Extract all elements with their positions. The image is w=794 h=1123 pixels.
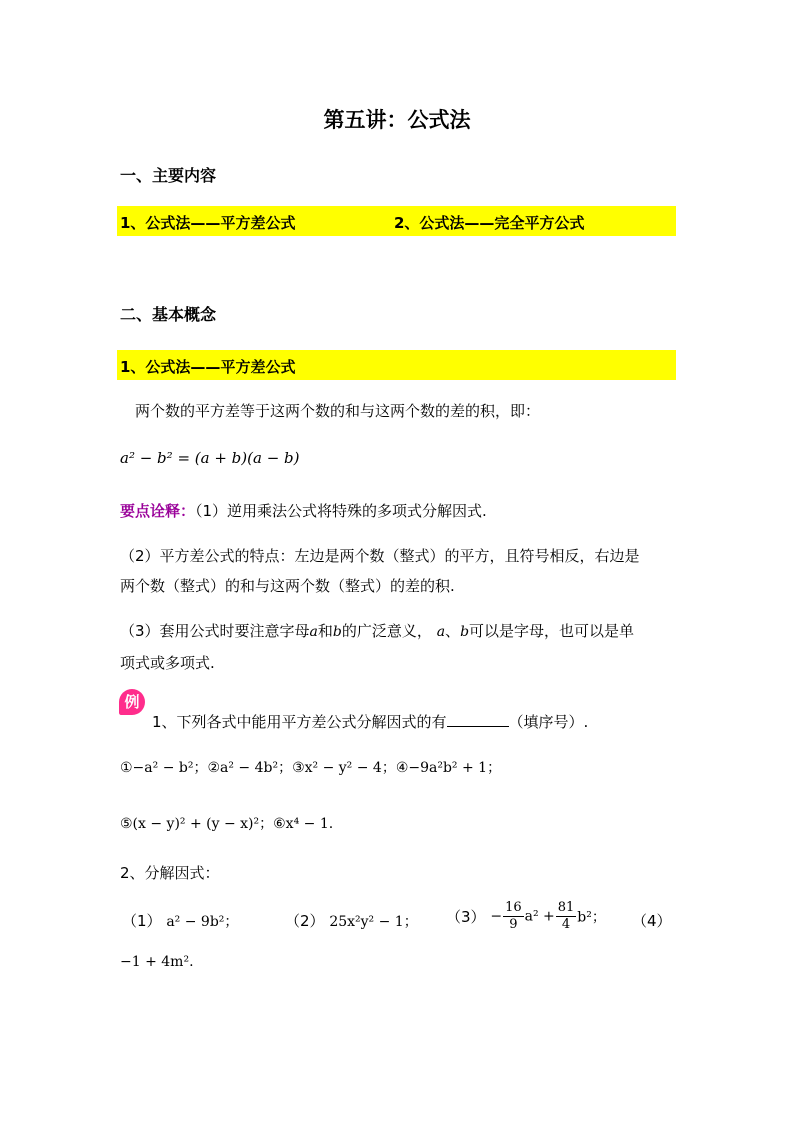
var-a-2: a	[436, 624, 446, 640]
highlight-bar-contents	[117, 206, 676, 236]
keypoint-2-line-2: 两个数（整式）的和与这两个数（整式）的差的积.	[120, 577, 455, 595]
var-b-2: b	[460, 624, 470, 640]
fraction-1-numerator: 16	[505, 900, 522, 915]
problem-3-label: （3）	[446, 908, 486, 926]
keypoint-3-line-2: 项式或多项式.	[120, 654, 215, 672]
options-line-1: ①−a² − b²；②a² − 4b²；③x² − y² − 4；④−9a²b² + 1；	[120, 760, 502, 776]
fraction-16-9	[503, 900, 524, 933]
section-heading-main-content: 一、主要内容	[120, 166, 217, 185]
keypoint-1: （1）逆用乘法公式将特殊的多项式分解因式.	[195, 502, 487, 520]
var-a: a	[309, 624, 318, 640]
formula-difference-of-squares: a² − b² = (a + b)(a − b)	[120, 449, 300, 467]
separator: 、	[445, 622, 461, 640]
problem-2-label: （2）	[285, 912, 325, 930]
var-b: b	[332, 624, 342, 640]
keypoint-2-line-1: （2）平方差公式的特点：左边是两个数（整式）的平方，且符号相反，右边是	[120, 547, 640, 565]
keypoint-3-text-a: （3）套用公式时要注意字母	[120, 622, 310, 640]
definition-text: 两个数的平方差等于这两个数的和与这两个数的差的积，即：	[135, 402, 541, 420]
problem-3-minus: −	[490, 908, 503, 925]
keypoint-line-1	[120, 500, 487, 521]
problem-3	[446, 900, 606, 933]
content-item-2: 2、公式法——完全平方公式	[394, 214, 585, 232]
options-line-2: ⑤(x − y)² + (y − x)²；⑥x⁴ − 1.	[120, 816, 334, 832]
problem-4-expression: −1 + 4m².	[120, 954, 194, 970]
section-heading-basic-concepts: 二、基本概念	[120, 305, 217, 324]
example-question-2: 2、分解因式：	[120, 864, 220, 882]
fraction-81-4	[556, 900, 577, 933]
keypoint-3-text-b: 的广泛意义，	[341, 622, 432, 640]
content-item-1: 1、公式法——平方差公式	[120, 214, 296, 232]
page-title: 第五讲：公式法	[323, 108, 471, 132]
question-1-suffix: （填序号）.	[508, 713, 589, 731]
problem-1-expression: a² − 9b²；	[166, 914, 239, 930]
problem-1-label: （1）	[122, 912, 162, 930]
example-question-1	[152, 711, 588, 732]
highlight-bar-subheading	[117, 350, 676, 380]
problem-2	[285, 910, 418, 931]
fraction-2-numerator: 81	[557, 900, 575, 915]
problem-3-middle: a² +	[524, 908, 555, 925]
example-badge-icon: 例	[119, 689, 145, 715]
fraction-1-denominator: 9	[509, 917, 518, 932]
problem-2-expression: 25x²y² − 1；	[329, 914, 418, 930]
problem-1	[122, 910, 238, 931]
answer-blank[interactable]	[447, 712, 509, 727]
keypoint-3-and: 和	[317, 622, 333, 640]
keypoint-label: 要点诠释：	[120, 502, 196, 520]
keypoint-3-text-c: 可以是字母，也可以是单	[469, 622, 635, 640]
keypoint-3-line-1	[120, 620, 634, 641]
fraction-2-denominator: 4	[561, 917, 571, 932]
subheading-difference-of-squares: 1、公式法——平方差公式	[120, 358, 296, 376]
question-1-text: 1、下列各式中能用平方差公式分解因式的有	[152, 713, 447, 731]
problem-4-label: （4）	[632, 912, 672, 930]
problem-3-end: b²；	[577, 909, 606, 926]
